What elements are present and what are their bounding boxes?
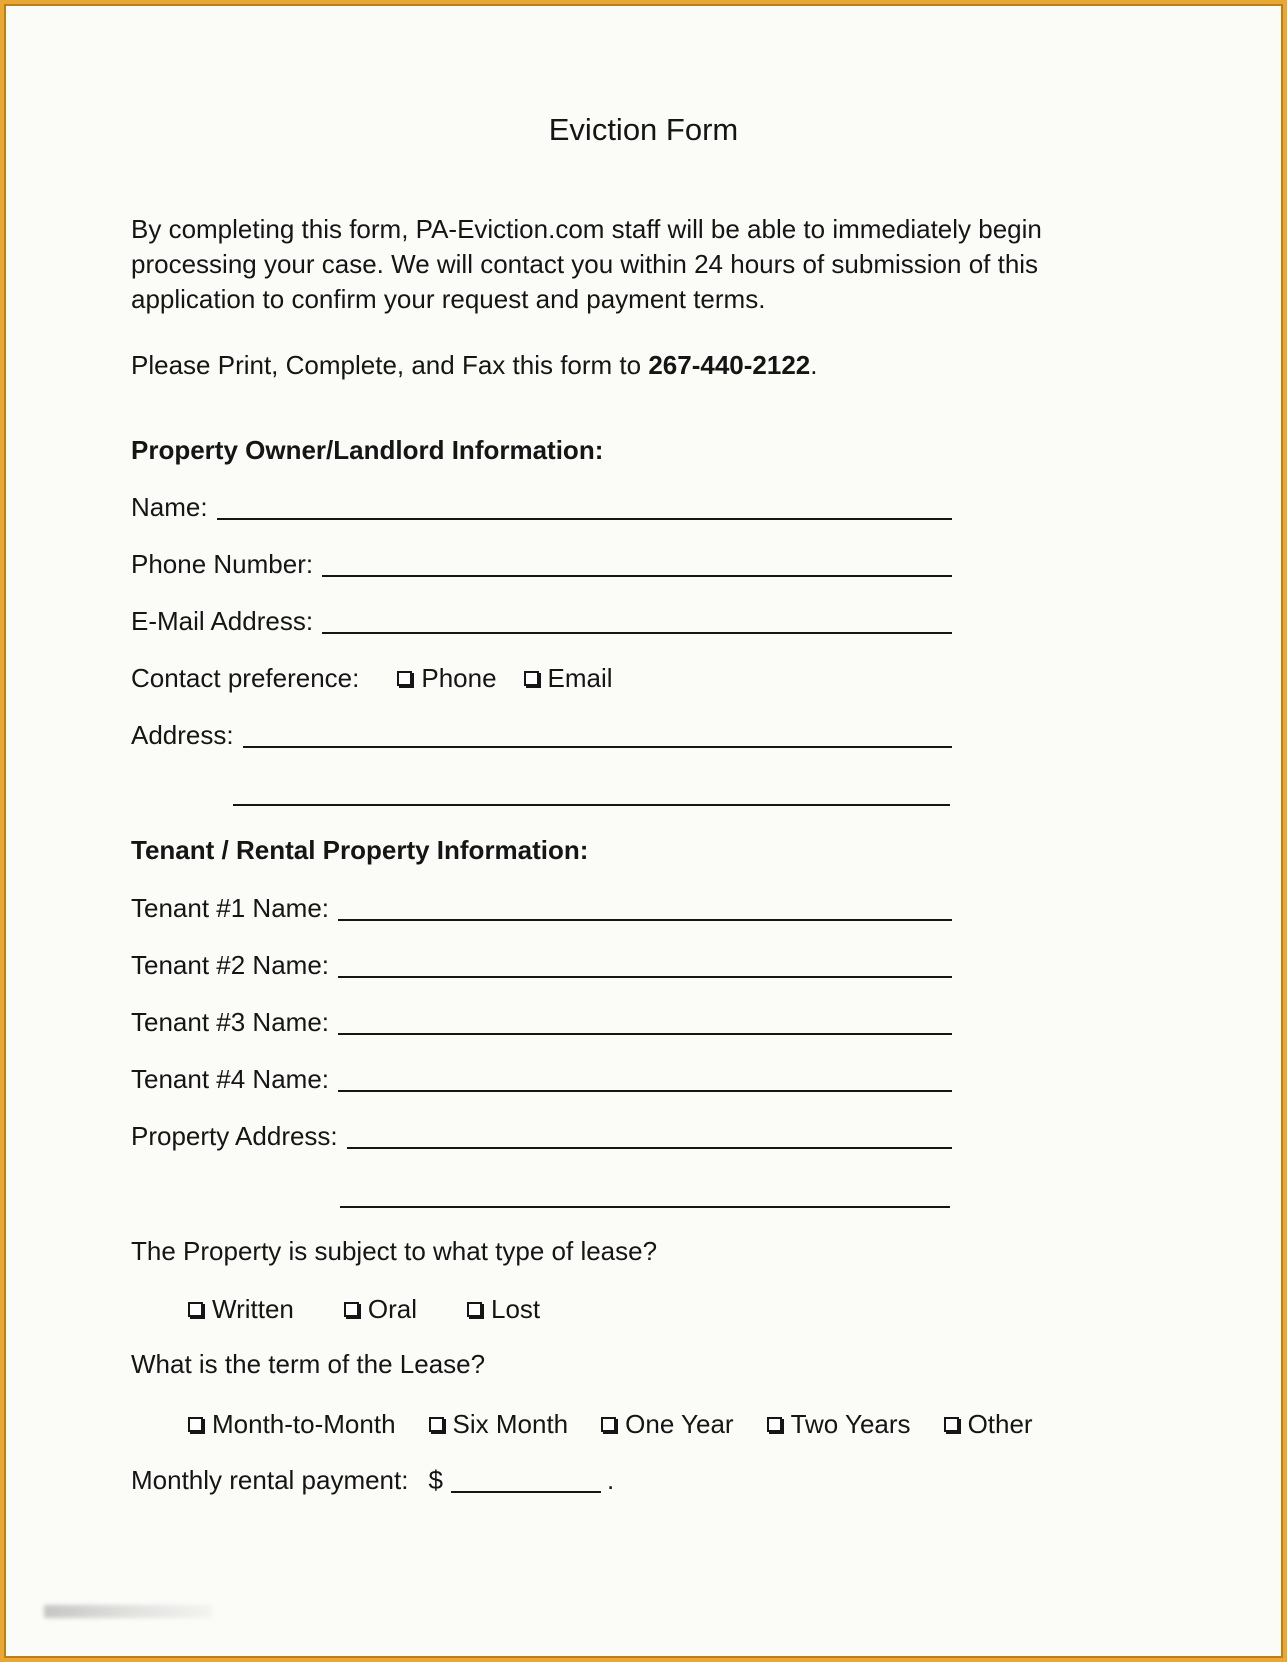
- lease-term-options-row: [188, 1409, 1283, 1439]
- lease-term-option-six-month: [429, 1409, 569, 1440]
- owner-phone-input-line[interactable]: [322, 575, 952, 577]
- owner-phone-label: Phone Number:: [131, 549, 314, 579]
- lease-term-option-six-month-label: Six Month: [452, 1408, 569, 1439]
- intro-line: application to confirm your request and payment terms.: [131, 284, 766, 314]
- property-address-continuation-line[interactable]: [340, 1206, 950, 1208]
- property-address-input-line[interactable]: [347, 1147, 952, 1149]
- form-content: [4, 212, 1283, 1496]
- owner-address-continuation-line[interactable]: [233, 804, 950, 806]
- owner-address-row: [131, 707, 952, 764]
- page-title: Eviction Form: [548, 112, 739, 147]
- tenant-section-heading: Tenant / Rental Property Information:: [131, 835, 589, 865]
- tenant3-label: Tenant #3 Name:: [131, 1007, 330, 1037]
- intro-line: By completing this form, PA-Eviction.com staff will be able to immediately begin: [131, 214, 1042, 244]
- tenant4-input-line[interactable]: [338, 1090, 952, 1092]
- lease-term-option-two-years-label: Two Years: [790, 1408, 911, 1439]
- monthly-payment-label: Monthly rental payment:: [131, 1465, 409, 1495]
- contact-option-phone: [397, 663, 496, 707]
- lease-type-question: The Property is subject to what type of lease?: [131, 1236, 658, 1266]
- checkbox-email[interactable]: [524, 671, 539, 686]
- tenant2-input-line[interactable]: [338, 976, 952, 978]
- owner-email-row: [131, 593, 952, 650]
- contact-option-phone-label: Phone: [421, 663, 497, 693]
- lease-term-option-two-years: [767, 1409, 911, 1440]
- property-address-row: [131, 1108, 952, 1165]
- tenant2-label: Tenant #2 Name:: [131, 950, 330, 980]
- owner-name-label: Name:: [131, 492, 208, 522]
- owner-name-input-line[interactable]: [217, 518, 952, 520]
- checkbox-written[interactable]: [188, 1302, 203, 1317]
- checkbox-six-month[interactable]: [429, 1417, 444, 1432]
- fax-instruction-period: .: [810, 350, 818, 380]
- fax-number: 267-440-2122: [648, 350, 811, 380]
- tenant4-row: [131, 1051, 952, 1108]
- intro-line: processing your case. We will contact you within 24 hours of submission of this: [131, 249, 1039, 279]
- checkbox-phone[interactable]: [397, 671, 412, 686]
- monthly-payment-input-line[interactable]: [451, 1491, 601, 1493]
- contact-preference-label: Contact preference:: [131, 663, 360, 693]
- lease-term-question: What is the term of the Lease?: [131, 1349, 486, 1379]
- watermark: [44, 1605, 212, 1618]
- lease-term-option-one-year-label: One Year: [625, 1408, 734, 1439]
- lease-type-options-row: [188, 1294, 1283, 1324]
- owner-email-input-line[interactable]: [322, 632, 952, 634]
- tenant1-label: Tenant #1 Name:: [131, 893, 330, 923]
- tenant3-input-line[interactable]: [338, 1033, 952, 1035]
- checkbox-oral[interactable]: [344, 1302, 359, 1317]
- tenant1-row: [131, 880, 952, 937]
- checkbox-lost[interactable]: [467, 1302, 482, 1317]
- monthly-payment-row: [131, 1466, 1283, 1496]
- checkbox-two-years[interactable]: [767, 1417, 782, 1432]
- fax-instruction-text: Please Print, Complete, and Fax this form to: [131, 350, 649, 380]
- checkbox-one-year[interactable]: [601, 1417, 616, 1432]
- checkbox-other[interactable]: [944, 1417, 959, 1432]
- fax-instruction: [131, 350, 1283, 380]
- owner-address-label: Address:: [131, 720, 234, 750]
- lease-term-option-other: [944, 1409, 1033, 1440]
- lease-type-option-lost-label: Lost: [491, 1293, 541, 1324]
- lease-type-option-oral: [344, 1294, 417, 1325]
- tenant4-label: Tenant #4 Name:: [131, 1064, 330, 1094]
- lease-type-option-lost: [467, 1294, 540, 1325]
- lease-term-option-other-label: Other: [967, 1408, 1033, 1439]
- owner-section-heading: Property Owner/Landlord Information:: [131, 435, 604, 465]
- owner-phone-row: [131, 536, 952, 593]
- lease-term-option-month-to-month-label: Month-to-Month: [212, 1408, 396, 1439]
- monthly-payment-period: .: [606, 1465, 615, 1495]
- contact-preference-row: [131, 650, 1283, 707]
- contact-option-email-label: Email: [547, 663, 613, 693]
- tenant3-row: [131, 994, 952, 1051]
- lease-term-option-month-to-month: [188, 1409, 396, 1440]
- currency-symbol: $: [428, 1465, 443, 1495]
- lease-type-option-written-label: Written: [212, 1293, 294, 1324]
- checkbox-month-to-month[interactable]: [188, 1417, 203, 1432]
- contact-option-email: [524, 663, 613, 707]
- lease-type-option-oral-label: Oral: [367, 1293, 417, 1324]
- owner-address-input-line[interactable]: [243, 746, 952, 748]
- lease-type-option-written: [188, 1294, 294, 1325]
- tenant1-input-line[interactable]: [338, 919, 952, 921]
- lease-term-option-one-year: [601, 1409, 733, 1440]
- tenant2-row: [131, 937, 952, 994]
- owner-email-label: E-Mail Address:: [131, 606, 314, 636]
- property-address-label: Property Address:: [131, 1121, 338, 1151]
- intro-paragraph: [131, 212, 1283, 317]
- owner-name-row: [131, 479, 952, 536]
